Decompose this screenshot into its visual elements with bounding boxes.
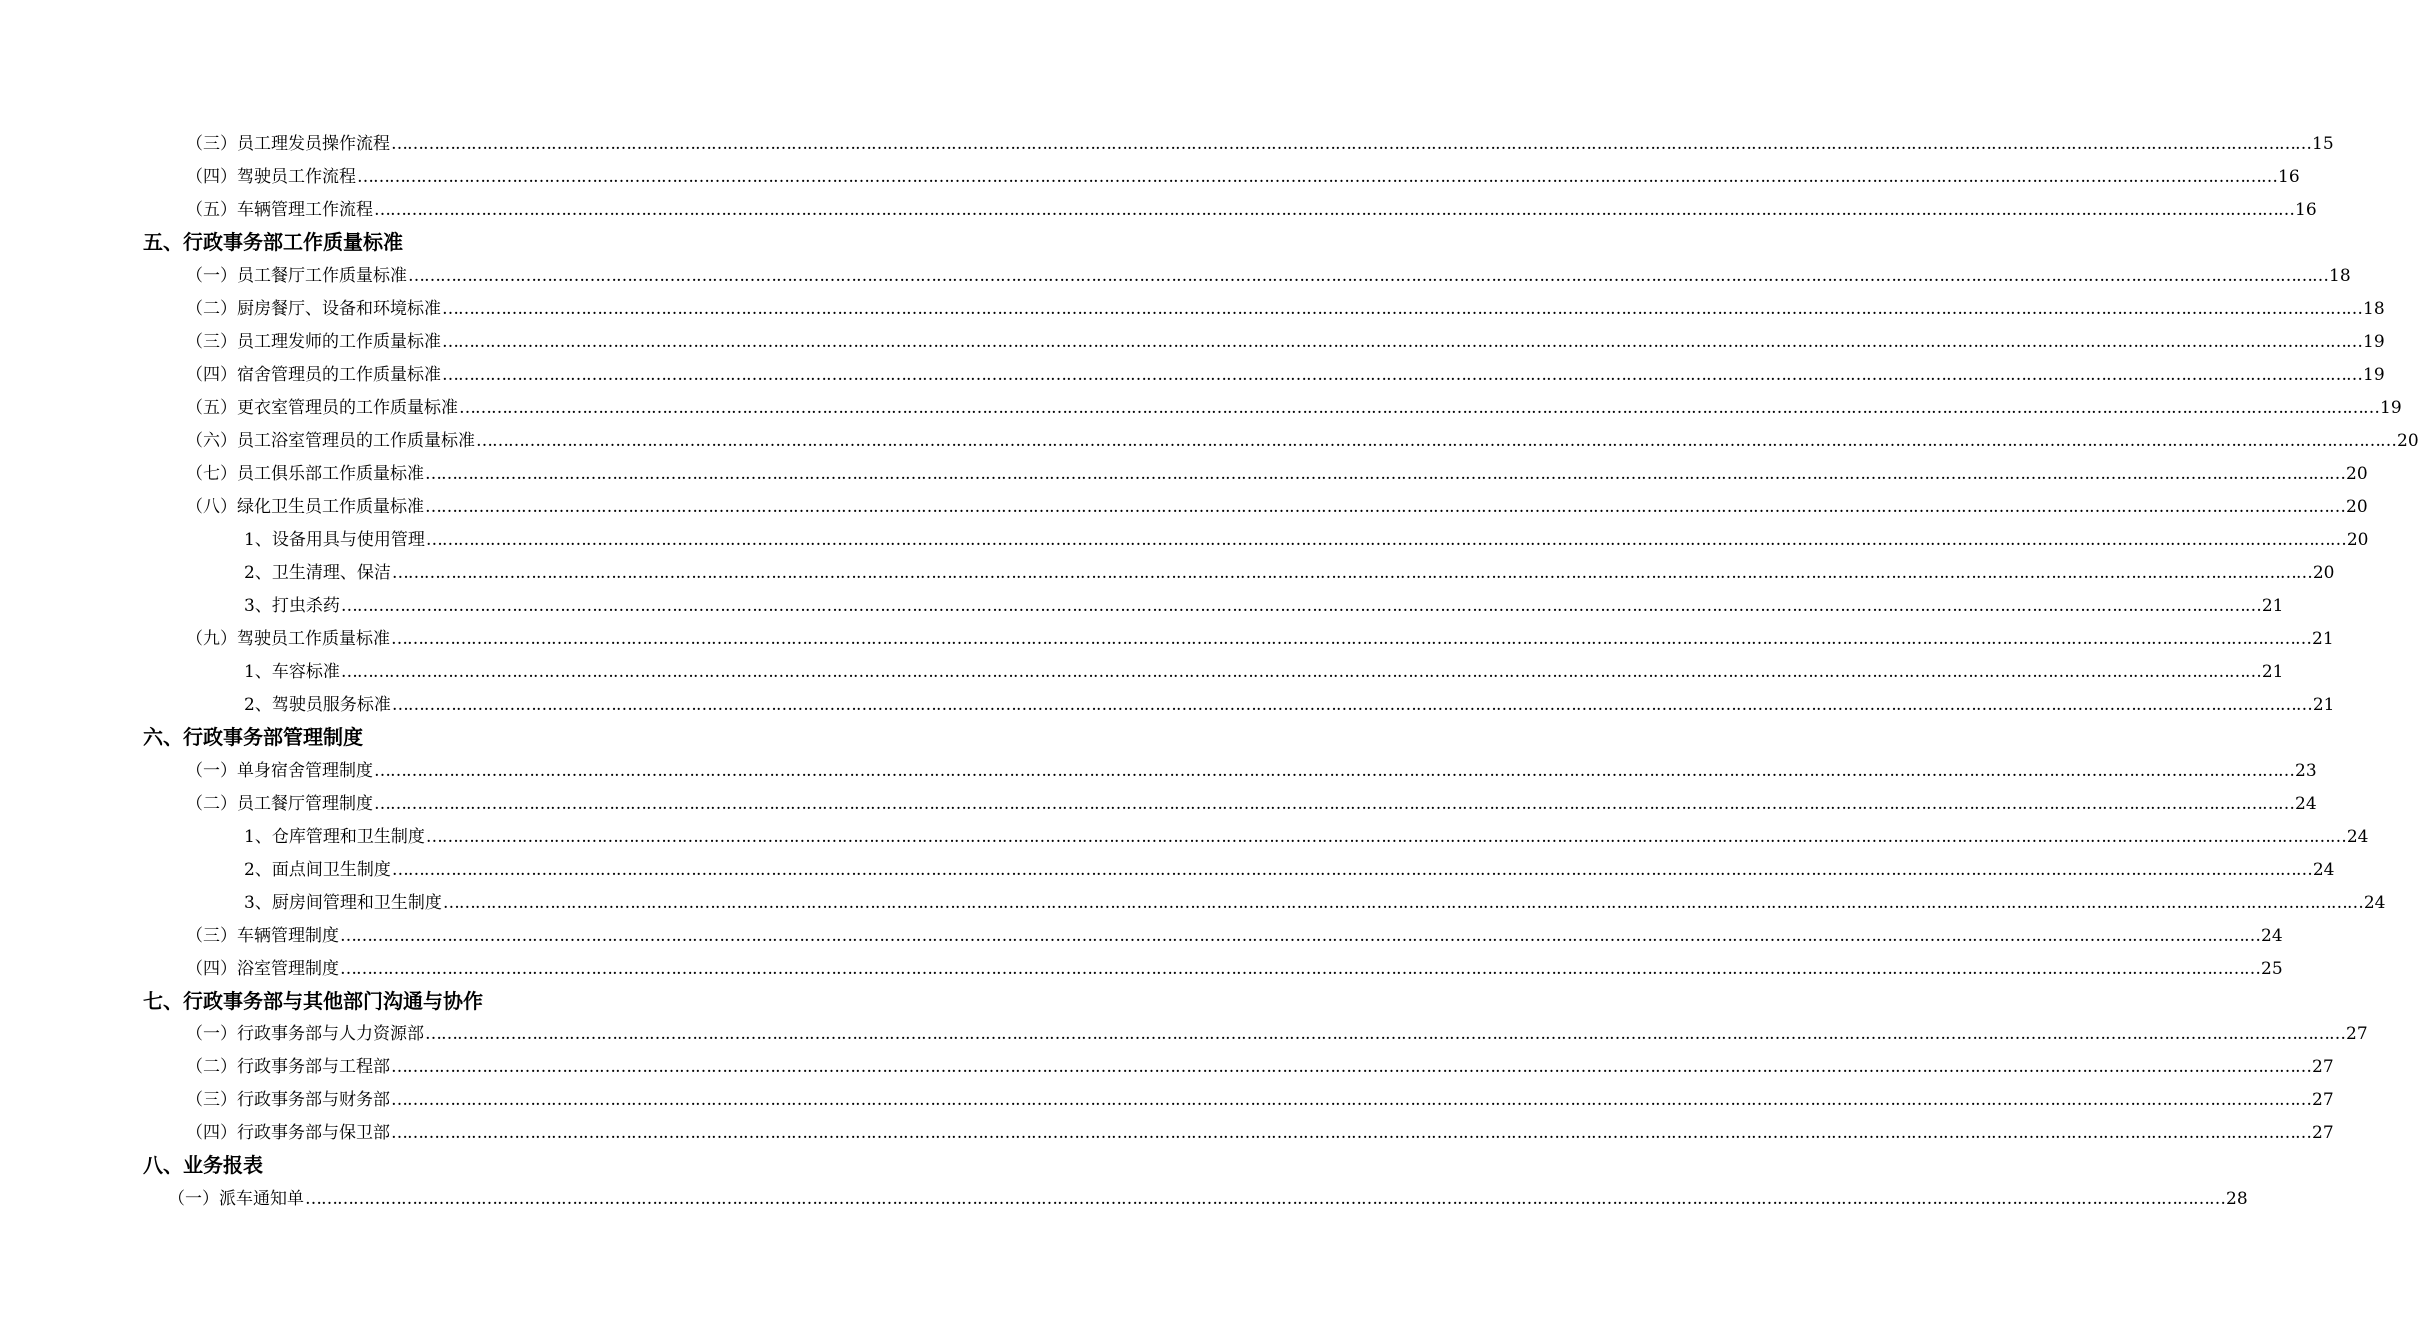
toc-entry[interactable]	[186, 496, 2368, 518]
toc-page-number: 20	[2346, 497, 2368, 517]
toc-page-number: 15	[2312, 134, 2334, 154]
toc-dot-leader: ………………………………………………………………………………………………………………………………………………………………………………………………………………………………………………………………………………………………………………………………	[425, 1024, 2345, 1044]
toc-dot-leader: ………………………………………………………………………………………………………………………………………………………………………………………………………………………………………………………………………………………………………………………………	[374, 200, 2294, 220]
toc-entry-label: （三）车辆管理制度	[186, 926, 339, 946]
toc-page-number: 24	[2312, 860, 2335, 880]
toc-entry-label: （一）行政事务部与人力资源部	[186, 1024, 424, 1044]
toc-entry-label: （四）浴室管理制度	[186, 959, 339, 979]
toc-subentry[interactable]	[244, 694, 2335, 716]
toc-page-number: 16	[2278, 167, 2300, 187]
toc-dot-leader: ………………………………………………………………………………………………………………………………………………………………………………………………………………………………………………………………………………………………………………………………	[442, 332, 2362, 352]
toc-entry[interactable]	[186, 760, 2317, 782]
toc-entry-label: 3、厨房间管理和卫生制度	[244, 893, 442, 913]
toc-entry-label: 1、仓库管理和卫生制度	[244, 827, 425, 847]
toc-dot-leader: ………………………………………………………………………………………………………………………………………………………………………………………………………………………………………………………………………………………………………………………………	[340, 662, 2261, 682]
toc-page-number: 27	[2346, 1024, 2368, 1044]
toc-section-heading: 八、业务报表	[143, 1153, 263, 1177]
toc-entry[interactable]	[186, 1089, 2334, 1111]
toc-dot-leader: ………………………………………………………………………………………………………………………………………………………………………………………………………………………………………………………………………………………………………………………………	[374, 761, 2294, 781]
toc-entry[interactable]	[186, 628, 2334, 650]
toc-entry[interactable]	[186, 430, 2419, 452]
toc-dot-leader: ………………………………………………………………………………………………………………………………………………………………………………………………………………………………………………………………………………………………………………………………	[391, 1057, 2311, 1077]
toc-page-number: 27	[2312, 1090, 2334, 1110]
toc-entry[interactable]	[186, 463, 2368, 485]
toc-page-number: 20	[2397, 431, 2419, 451]
toc-page-number: 24	[2346, 827, 2369, 847]
toc-dot-leader: ………………………………………………………………………………………………………………………………………………………………………………………………………………………………………………………………………………………………………………………………	[425, 827, 2346, 847]
toc-entry[interactable]	[186, 166, 2300, 188]
toc-subentry[interactable]	[244, 892, 2386, 914]
toc-dot-leader: ………………………………………………………………………………………………………………………………………………………………………………………………………………………………………………………………………………………………………………………………	[425, 497, 2345, 517]
toc-entry[interactable]	[186, 925, 2283, 947]
toc-page-number: 27	[2312, 1123, 2334, 1143]
toc-dot-leader: ………………………………………………………………………………………………………………………………………………………………………………………………………………………………………………………………………………………………………………………………	[391, 1090, 2311, 1110]
toc-entry-label: （七）员工俱乐部工作质量标准	[186, 464, 424, 484]
toc-entry-label: （九）驾驶员工作质量标准	[186, 629, 390, 649]
toc-entry-label: （五）更衣室管理员的工作质量标准	[186, 398, 458, 418]
toc-entry-label: （二）行政事务部与工程部	[186, 1057, 390, 1077]
toc-entry-label: 1、设备用具与使用管理	[244, 530, 425, 550]
toc-dot-leader: ………………………………………………………………………………………………………………………………………………………………………………………………………………………………………………………………………………………………………………………………	[459, 398, 2379, 418]
toc-dot-leader: ………………………………………………………………………………………………………………………………………………………………………………………………………………………………………………………………………………………………………………………………	[340, 596, 2261, 616]
toc-entry[interactable]	[186, 265, 2351, 287]
toc-page-number: 25	[2261, 959, 2283, 979]
toc-page-number: 27	[2312, 1057, 2334, 1077]
toc-entry-label: （三）员工理发师的工作质量标准	[186, 332, 441, 352]
toc-page-number: 21	[2312, 629, 2334, 649]
toc-dot-leader: ………………………………………………………………………………………………………………………………………………………………………………………………………………………………………………………………………………………………………………………………	[442, 365, 2362, 385]
toc-page-number: 20	[2346, 530, 2369, 550]
toc-entry-label: （六）员工浴室管理员的工作质量标准	[186, 431, 475, 451]
toc-page-number: 19	[2363, 365, 2385, 385]
toc-entry-label: （三）行政事务部与财务部	[186, 1090, 390, 1110]
toc-entry[interactable]	[168, 1188, 2248, 1210]
toc-page-number: 21	[2261, 596, 2284, 616]
toc-page-number: 21	[2312, 695, 2335, 715]
toc-page-number: 24	[2363, 893, 2386, 913]
toc-dot-leader: ………………………………………………………………………………………………………………………………………………………………………………………………………………………………………………………………………………………………………………………………	[476, 431, 2396, 451]
toc-entry-label: 1、车容标准	[244, 662, 340, 682]
toc-entry-label: （一）员工餐厅工作质量标准	[186, 266, 407, 286]
toc-dot-leader: ………………………………………………………………………………………………………………………………………………………………………………………………………………………………………………………………………………………………………………………………	[391, 860, 2312, 880]
toc-subentry[interactable]	[244, 826, 2369, 848]
toc-entry[interactable]	[186, 793, 2317, 815]
toc-dot-leader: ………………………………………………………………………………………………………………………………………………………………………………………………………………………………………………………………………………………………………………………………	[340, 959, 2260, 979]
toc-entry-label: （二）厨房餐厅、设备和环境标准	[186, 299, 441, 319]
toc-section-heading: 六、行政事务部管理制度	[143, 725, 363, 749]
toc-entry-label: （四）宿舍管理员的工作质量标准	[186, 365, 441, 385]
toc-page-number: 19	[2380, 398, 2402, 418]
toc-page-number: 28	[2226, 1189, 2248, 1209]
toc-dot-leader: ………………………………………………………………………………………………………………………………………………………………………………………………………………………………………………………………………………………………………………………………	[374, 794, 2294, 814]
toc-entry-label: 3、打虫杀药	[244, 596, 340, 616]
toc-page-number: 20	[2312, 563, 2335, 583]
toc-page-number: 24	[2295, 794, 2317, 814]
toc-dot-leader: ………………………………………………………………………………………………………………………………………………………………………………………………………………………………………………………………………………………………………………………………	[391, 695, 2312, 715]
toc-dot-leader: ………………………………………………………………………………………………………………………………………………………………………………………………………………………………………………………………………………………………………………………………	[391, 629, 2311, 649]
toc-subentry[interactable]	[244, 859, 2335, 881]
toc-entry-label: 2、面点间卫生制度	[244, 860, 391, 880]
toc-entry-label: （一）派车通知单	[168, 1189, 304, 1209]
toc-entry[interactable]	[186, 364, 2385, 386]
toc-entry[interactable]	[186, 1056, 2334, 1078]
toc-entry[interactable]	[186, 958, 2283, 980]
toc-dot-leader: ………………………………………………………………………………………………………………………………………………………………………………………………………………………………………………………………………………………………………………………………	[425, 530, 2346, 550]
toc-entry-label: 2、卫生清理、保洁	[244, 563, 391, 583]
toc-subentry[interactable]	[244, 661, 2284, 683]
toc-dot-leader: ………………………………………………………………………………………………………………………………………………………………………………………………………………………………………………………………………………………………………………………………	[391, 134, 2311, 154]
toc-dot-leader: ………………………………………………………………………………………………………………………………………………………………………………………………………………………………………………………………………………………………………………………………	[442, 299, 2362, 319]
toc-page-number: 20	[2346, 464, 2368, 484]
toc-entry-label: （一）单身宿舍管理制度	[186, 761, 373, 781]
toc-subentry[interactable]	[244, 529, 2369, 551]
toc-entry[interactable]	[186, 397, 2402, 419]
toc-page-number: 21	[2261, 662, 2284, 682]
toc-entry[interactable]	[186, 199, 2317, 221]
toc-entry-label: （三）员工理发员操作流程	[186, 134, 390, 154]
toc-dot-leader: ………………………………………………………………………………………………………………………………………………………………………………………………………………………………………………………………………………………………………………………………	[442, 893, 2363, 913]
toc-page-number: 19	[2363, 332, 2385, 352]
toc-page-number: 18	[2363, 299, 2385, 319]
toc-page-number: 16	[2295, 200, 2317, 220]
toc-entry-label: （四）驾驶员工作流程	[186, 167, 356, 187]
toc-dot-leader: ………………………………………………………………………………………………………………………………………………………………………………………………………………………………………………………………………………………………………………………………	[408, 266, 2328, 286]
toc-dot-leader: ………………………………………………………………………………………………………………………………………………………………………………………………………………………………………………………………………………………………………………………………	[305, 1189, 2225, 1209]
toc-section-heading: 七、行政事务部与其他部门沟通与协作	[143, 989, 483, 1013]
toc-page-number: 18	[2329, 266, 2351, 286]
toc-section-heading: 五、行政事务部工作质量标准	[143, 230, 403, 254]
toc-dot-leader: ………………………………………………………………………………………………………………………………………………………………………………………………………………………………………………………………………………………………………………………………	[391, 563, 2312, 583]
toc-entry[interactable]	[186, 133, 2334, 155]
toc-entry-label: （二）员工餐厅管理制度	[186, 794, 373, 814]
toc-entry[interactable]	[186, 298, 2385, 320]
toc-dot-leader: ………………………………………………………………………………………………………………………………………………………………………………………………………………………………………………………………………………………………………………………………	[391, 1123, 2311, 1143]
toc-dot-leader: ………………………………………………………………………………………………………………………………………………………………………………………………………………………………………………………………………………………………………………………………	[425, 464, 2345, 484]
toc-page-number: 23	[2295, 761, 2317, 781]
toc-entry-label: （八）绿化卫生员工作质量标准	[186, 497, 424, 517]
toc-subentry[interactable]	[244, 595, 2284, 617]
toc-entry-label: （五）车辆管理工作流程	[186, 200, 373, 220]
toc-entry[interactable]	[186, 1023, 2368, 1045]
toc-dot-leader: ………………………………………………………………………………………………………………………………………………………………………………………………………………………………………………………………………………………………………………………………	[357, 167, 2277, 187]
toc-entry-label: （四）行政事务部与保卫部	[186, 1123, 390, 1143]
toc-page-number: 24	[2261, 926, 2283, 946]
toc-entry-label: 2、驾驶员服务标准	[244, 695, 391, 715]
toc-subentry[interactable]	[244, 562, 2335, 584]
toc-entry[interactable]	[186, 1122, 2334, 1144]
toc-entry[interactable]	[186, 331, 2385, 353]
toc-dot-leader: ………………………………………………………………………………………………………………………………………………………………………………………………………………………………………………………………………………………………………………………………	[340, 926, 2260, 946]
